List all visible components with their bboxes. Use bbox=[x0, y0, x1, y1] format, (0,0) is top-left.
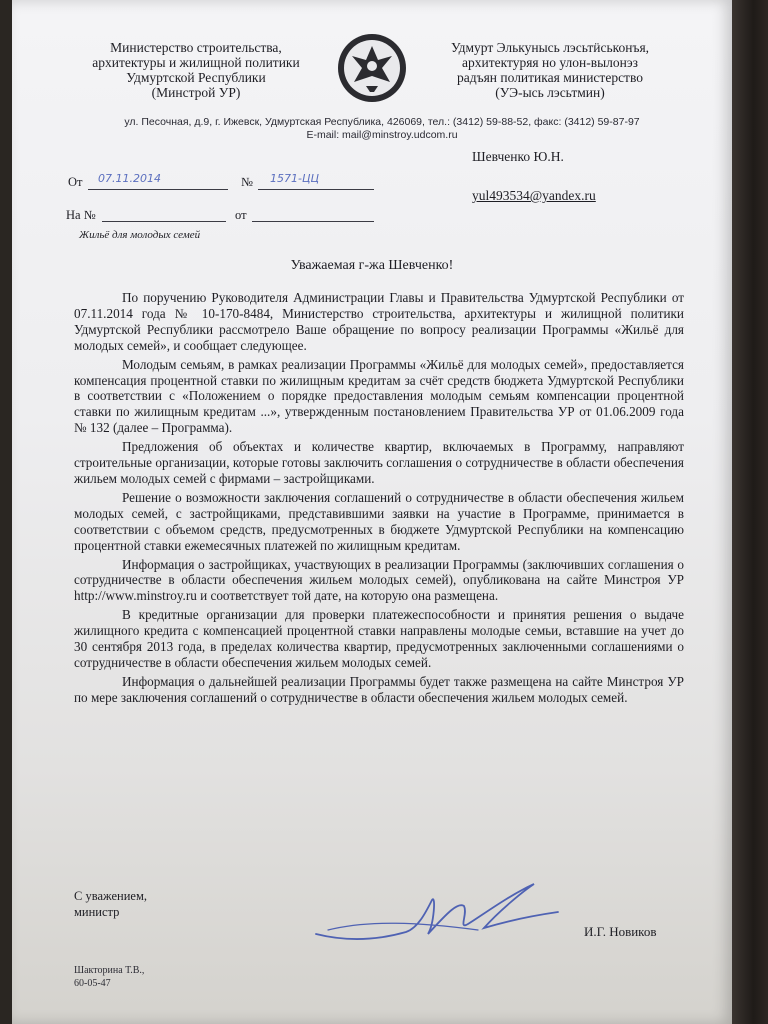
ministry-address bbox=[72, 116, 692, 142]
header-ministry-russian bbox=[60, 40, 332, 100]
executor-name: Шакторина Т.В., bbox=[74, 965, 145, 976]
header-left-line: Удмуртской Республики bbox=[126, 70, 266, 85]
header-left-line: архитектуры и жилищной политики bbox=[92, 55, 300, 70]
header-right-line: (УЭ-ысь лэсьтмин) bbox=[495, 85, 605, 100]
email-line: E-mail: mail@minstroy.udcom.ru bbox=[306, 129, 458, 141]
header-left-line: (Минстрой УР) bbox=[151, 85, 241, 100]
body-paragraph: Молодым семьям, в рамках реализации Программы «Жильё для молодых семей», предоставляется компенсация процентной ставки по жилищным кредитам за счёт средств бюджета Удмуртской Республики в соответствии с «Положением о порядке предоставления молодым семьям компенсации процентной ставки по жилищным кредитам ...», утвержденным постановлением Правительства УР от 01.06.2009 года № 132 (далее – Программа). bbox=[74, 356, 684, 436]
closing-title: министр bbox=[74, 905, 120, 919]
ref-date-underline bbox=[252, 221, 374, 222]
body-paragraph: Предложения об объектах и количестве квартир, включаемых в Программу, направляют строительные организации, которые готовы заключить соглашения о сотрудничестве в области обеспечения жильем молодых семей с фирмами – застройщиками. bbox=[74, 439, 684, 486]
coat-of-arms-emblem-icon bbox=[334, 30, 410, 106]
date-underline bbox=[88, 189, 228, 190]
salutation: Уважаемая г-жа Шевченко! bbox=[290, 258, 454, 273]
closing-block bbox=[74, 888, 147, 920]
ref-from-label: от bbox=[235, 208, 247, 222]
ref-label: На № bbox=[66, 208, 96, 222]
address-line: ул. Песочная, д.9, г. Ижевск, Удмуртская Республика, 426069, тел.: (3412) 59-88-52, факс: (3412) 59-87-97 bbox=[124, 116, 640, 128]
body-paragraph: Информация о дальнейшей реализации Программы будет также размещена на сайте Минстроя УР по мере заключения соглашений о сотрудничестве в области обеспечения жильем молодых семей. bbox=[74, 673, 684, 705]
body-paragraph: В кредитные организации для проверки платежеспособности и принятия решения о выдаче жилищного кредита с компенсацией процентной ставки направлены молодые семьи, вставшие на учет до 30 сентября 2013 года, в пределах количества квартир, предусмотренных заключенными соглашениями о сотрудничестве в области обеспечения жильем молодых семей. bbox=[74, 607, 684, 670]
body-paragraph: По поручению Руководителя Администрации Главы и Правительства Удмуртской Республики от 07.11.2014 года № 10-170-8484, Министерство строительства, архитектуры и жилищной политики Удмуртской Республики рассмотрело Ваше обращение по вопросу реализации Программы «Жильё для молодых семей», и сообщает следующее. bbox=[74, 290, 684, 353]
recipient-email: yul493534@yandex.ru bbox=[472, 188, 596, 203]
background-edge bbox=[732, 0, 768, 1024]
recipient-name: Шевченко Ю.Н. bbox=[472, 149, 564, 164]
header-right-line: архитектуряя но улон-вылонэз bbox=[461, 55, 638, 70]
header-right-line: радъян политикая министерство bbox=[457, 70, 643, 85]
header-right-line: Удмурт Элькунысь лэсьтӥськонъя, bbox=[450, 40, 650, 55]
signer-name: И.Г. Новиков bbox=[584, 924, 657, 939]
recipient-block bbox=[472, 149, 596, 203]
letter-body bbox=[74, 290, 684, 709]
handwritten-signature bbox=[308, 872, 568, 952]
body-paragraph: Информация о застройщиках, участвующих в реализации Программы (заключивших соглашения о сотрудничестве в области обеспечения жильем молодых семей), опубликована на сайте Минстроя УР http://www.minstroy.ru и соответствует той дате, на которую она размещена. bbox=[74, 556, 684, 604]
executor-block bbox=[74, 964, 144, 990]
body-paragraph: Решение о возможности заключения соглашений о сотрудничестве в области обеспечения жильем молодых семей, с застройщиками, представившими заявки на участие в Программе, принимается в соответствии с объемом средств, предусмотренных в бюджете Удмуртской Республики на компенсацию процентной ставки ежемесячных платежей по жилищным кредитам. bbox=[74, 489, 684, 553]
ref-underline bbox=[102, 221, 226, 222]
closing-regards: С уважением, bbox=[74, 889, 147, 903]
executor-phone: 60-05-47 bbox=[74, 978, 111, 989]
letter-subject: Жильё для молодых семей bbox=[79, 229, 201, 241]
from-label: От bbox=[68, 175, 83, 189]
number-underline bbox=[258, 189, 374, 190]
letter-sheet bbox=[12, 0, 732, 1024]
number-label: № bbox=[241, 175, 253, 189]
number-value: 1571-ЦЦ bbox=[270, 172, 320, 185]
header-left-line: Министерство строительства, bbox=[110, 40, 282, 55]
header-ministry-udmurt bbox=[412, 40, 688, 100]
date-value: 07.11.2014 bbox=[98, 172, 161, 185]
